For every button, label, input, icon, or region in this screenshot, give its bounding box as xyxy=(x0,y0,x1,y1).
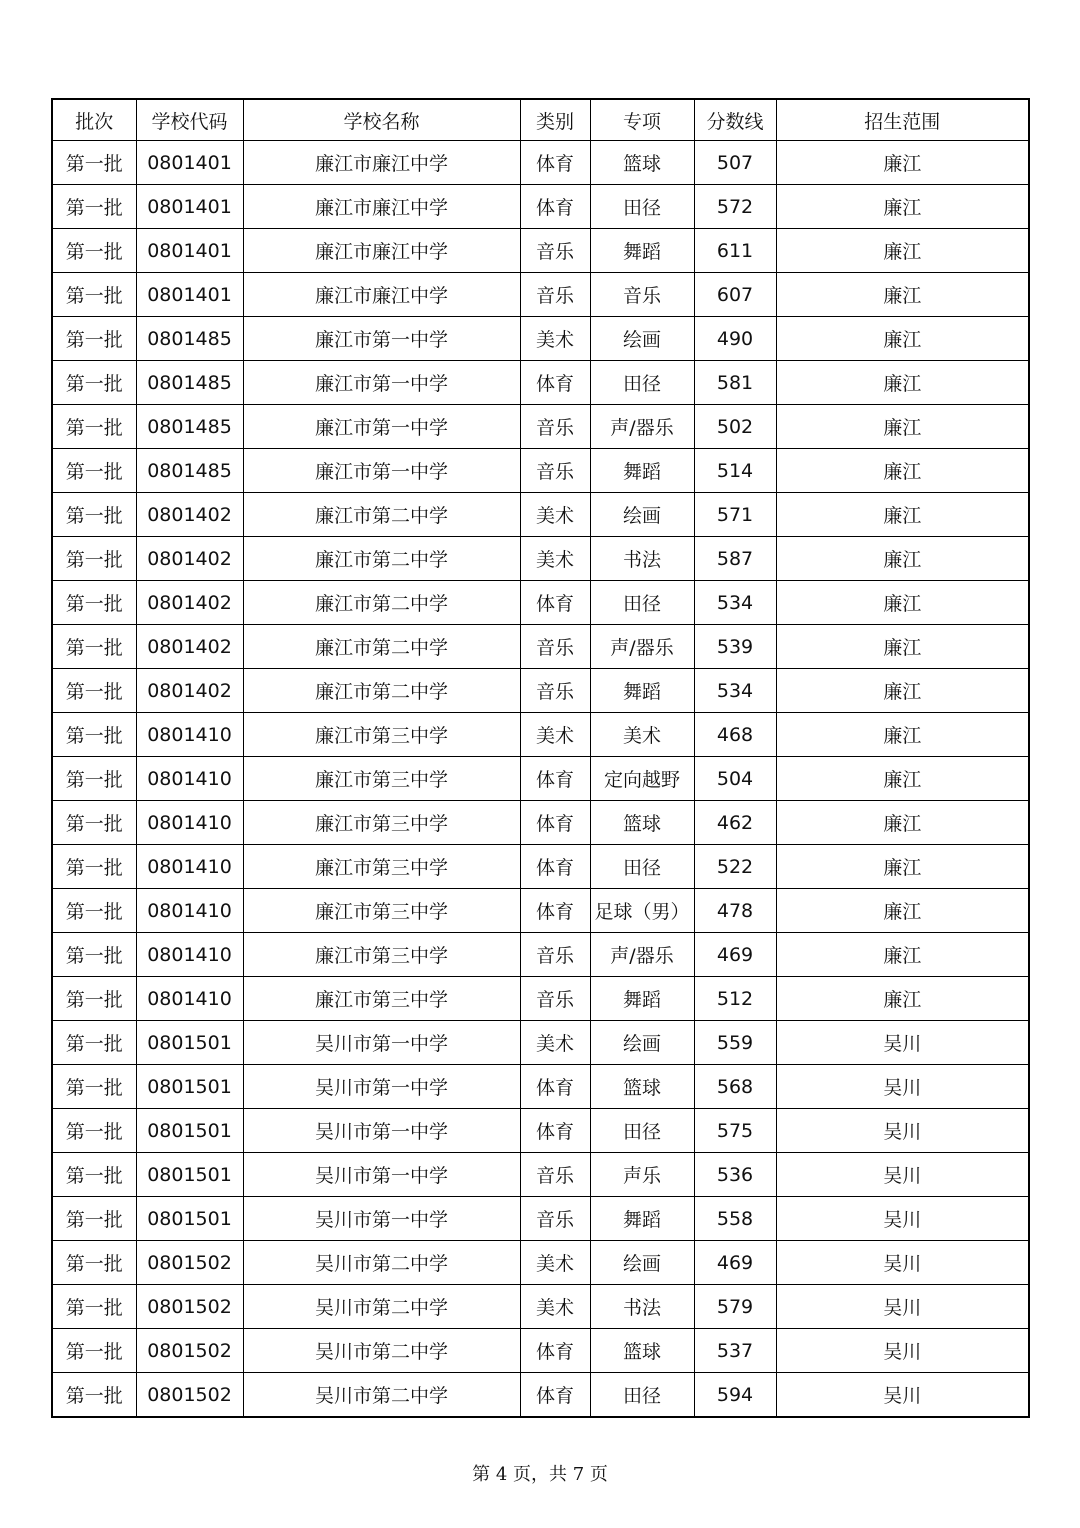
batch-cell: 第一批 xyxy=(52,1109,136,1153)
table-row xyxy=(52,1021,1029,1065)
table-row xyxy=(52,229,1029,273)
school-name-cell: 廉江市廉江中学 xyxy=(243,273,520,317)
specialty-cell: 篮球 xyxy=(590,141,694,185)
enrollment-range-cell: 吴川 xyxy=(776,1285,1029,1329)
table-row xyxy=(52,449,1029,493)
category-cell: 音乐 xyxy=(520,449,590,493)
batch-cell: 第一批 xyxy=(52,185,136,229)
specialty-cell: 舞蹈 xyxy=(590,1197,694,1241)
school-code-cell: 0801502 xyxy=(136,1329,243,1373)
category-cell: 体育 xyxy=(520,1329,590,1373)
batch-cell: 第一批 xyxy=(52,141,136,185)
specialty-cell: 绘画 xyxy=(590,1241,694,1285)
enrollment-range-cell: 吴川 xyxy=(776,1021,1029,1065)
category-cell: 音乐 xyxy=(520,933,590,977)
specialty-cell: 篮球 xyxy=(590,1329,694,1373)
batch-cell: 第一批 xyxy=(52,1197,136,1241)
school-code-cell: 0801501 xyxy=(136,1065,243,1109)
school-code-cell: 0801410 xyxy=(136,713,243,757)
enrollment-range-cell: 廉江 xyxy=(776,493,1029,537)
school-code-cell: 0801401 xyxy=(136,141,243,185)
category-cell: 体育 xyxy=(520,361,590,405)
batch-cell: 第一批 xyxy=(52,361,136,405)
school-code-cell: 0801485 xyxy=(136,405,243,449)
specialty-cell: 音乐 xyxy=(590,273,694,317)
school-code-cell: 0801401 xyxy=(136,229,243,273)
category-cell: 体育 xyxy=(520,889,590,933)
table-row xyxy=(52,933,1029,977)
score-line-cell: 534 xyxy=(694,581,776,625)
batch-cell: 第一批 xyxy=(52,1285,136,1329)
table-row xyxy=(52,845,1029,889)
enrollment-range-cell: 廉江 xyxy=(776,405,1029,449)
category-cell: 体育 xyxy=(520,845,590,889)
score-line-cell: 469 xyxy=(694,1241,776,1285)
school-code-cell: 0801402 xyxy=(136,625,243,669)
category-cell: 美术 xyxy=(520,317,590,361)
score-line-cell: 568 xyxy=(694,1065,776,1109)
enrollment-range-cell: 廉江 xyxy=(776,581,1029,625)
admission-score-table xyxy=(51,98,1030,1418)
school-code-cell: 0801502 xyxy=(136,1373,243,1418)
score-line-cell: 490 xyxy=(694,317,776,361)
enrollment-range-cell: 廉江 xyxy=(776,361,1029,405)
header-school-code: 学校代码 xyxy=(136,99,243,141)
school-name-cell: 吴川市第一中学 xyxy=(243,1153,520,1197)
score-line-cell: 594 xyxy=(694,1373,776,1418)
specialty-cell: 田径 xyxy=(590,1109,694,1153)
specialty-cell: 舞蹈 xyxy=(590,977,694,1021)
school-code-cell: 0801502 xyxy=(136,1285,243,1329)
category-cell: 音乐 xyxy=(520,625,590,669)
school-code-cell: 0801502 xyxy=(136,1241,243,1285)
batch-cell: 第一批 xyxy=(52,317,136,361)
school-code-cell: 0801402 xyxy=(136,669,243,713)
table-row xyxy=(52,1153,1029,1197)
enrollment-range-cell: 廉江 xyxy=(776,537,1029,581)
school-name-cell: 廉江市第一中学 xyxy=(243,405,520,449)
score-line-cell: 575 xyxy=(694,1109,776,1153)
specialty-cell: 田径 xyxy=(590,581,694,625)
table-row xyxy=(52,537,1029,581)
batch-cell: 第一批 xyxy=(52,977,136,1021)
school-code-cell: 0801402 xyxy=(136,493,243,537)
score-line-cell: 571 xyxy=(694,493,776,537)
score-line-cell: 539 xyxy=(694,625,776,669)
score-line-cell: 558 xyxy=(694,1197,776,1241)
header-school-name: 学校名称 xyxy=(243,99,520,141)
score-line-cell: 469 xyxy=(694,933,776,977)
table-row xyxy=(52,625,1029,669)
batch-cell: 第一批 xyxy=(52,845,136,889)
category-cell: 体育 xyxy=(520,757,590,801)
enrollment-range-cell: 廉江 xyxy=(776,229,1029,273)
school-name-cell: 廉江市第三中学 xyxy=(243,933,520,977)
table-row xyxy=(52,273,1029,317)
table-row xyxy=(52,669,1029,713)
score-line-cell: 502 xyxy=(694,405,776,449)
category-cell: 音乐 xyxy=(520,669,590,713)
school-code-cell: 0801501 xyxy=(136,1197,243,1241)
score-line-cell: 537 xyxy=(694,1329,776,1373)
enrollment-range-cell: 廉江 xyxy=(776,669,1029,713)
school-name-cell: 廉江市第二中学 xyxy=(243,537,520,581)
specialty-cell: 舞蹈 xyxy=(590,229,694,273)
batch-cell: 第一批 xyxy=(52,713,136,757)
enrollment-range-cell: 吴川 xyxy=(776,1109,1029,1153)
page-number-footer: 第 4 页，共 7 页 xyxy=(472,1464,608,1485)
batch-cell: 第一批 xyxy=(52,493,136,537)
school-name-cell: 廉江市第二中学 xyxy=(243,493,520,537)
category-cell: 体育 xyxy=(520,1109,590,1153)
table-row xyxy=(52,1109,1029,1153)
category-cell: 体育 xyxy=(520,141,590,185)
enrollment-range-cell: 廉江 xyxy=(776,185,1029,229)
table-row xyxy=(52,801,1029,845)
enrollment-range-cell: 吴川 xyxy=(776,1197,1029,1241)
table-row xyxy=(52,713,1029,757)
header-enrollment-range: 招生范围 xyxy=(776,99,1029,141)
score-line-cell: 581 xyxy=(694,361,776,405)
specialty-cell: 绘画 xyxy=(590,317,694,361)
school-name-cell: 廉江市廉江中学 xyxy=(243,141,520,185)
specialty-cell: 田径 xyxy=(590,185,694,229)
school-name-cell: 廉江市第三中学 xyxy=(243,801,520,845)
score-line-cell: 579 xyxy=(694,1285,776,1329)
score-line-cell: 468 xyxy=(694,713,776,757)
table-row xyxy=(52,977,1029,1021)
batch-cell: 第一批 xyxy=(52,625,136,669)
school-name-cell: 廉江市廉江中学 xyxy=(243,229,520,273)
category-cell: 美术 xyxy=(520,713,590,757)
header-score-line: 分数线 xyxy=(694,99,776,141)
score-line-cell: 559 xyxy=(694,1021,776,1065)
school-code-cell: 0801410 xyxy=(136,845,243,889)
score-line-cell: 512 xyxy=(694,977,776,1021)
enrollment-range-cell: 吴川 xyxy=(776,1329,1029,1373)
school-name-cell: 吴川市第一中学 xyxy=(243,1109,520,1153)
table-row xyxy=(52,317,1029,361)
school-name-cell: 廉江市第二中学 xyxy=(243,581,520,625)
specialty-cell: 绘画 xyxy=(590,1021,694,1065)
category-cell: 音乐 xyxy=(520,405,590,449)
table-row xyxy=(52,405,1029,449)
school-name-cell: 吴川市第一中学 xyxy=(243,1021,520,1065)
batch-cell: 第一批 xyxy=(52,1329,136,1373)
school-name-cell: 吴川市第一中学 xyxy=(243,1197,520,1241)
school-code-cell: 0801410 xyxy=(136,977,243,1021)
enrollment-range-cell: 廉江 xyxy=(776,889,1029,933)
header-specialty: 专项 xyxy=(590,99,694,141)
table-row xyxy=(52,493,1029,537)
specialty-cell: 舞蹈 xyxy=(590,449,694,493)
enrollment-range-cell: 吴川 xyxy=(776,1065,1029,1109)
school-code-cell: 0801410 xyxy=(136,889,243,933)
batch-cell: 第一批 xyxy=(52,449,136,493)
batch-cell: 第一批 xyxy=(52,801,136,845)
enrollment-range-cell: 廉江 xyxy=(776,273,1029,317)
category-cell: 美术 xyxy=(520,537,590,581)
batch-cell: 第一批 xyxy=(52,1021,136,1065)
school-name-cell: 廉江市第三中学 xyxy=(243,845,520,889)
school-name-cell: 吴川市第二中学 xyxy=(243,1373,520,1418)
specialty-cell: 田径 xyxy=(590,845,694,889)
school-name-cell: 廉江市第一中学 xyxy=(243,449,520,493)
school-name-cell: 廉江市第三中学 xyxy=(243,889,520,933)
enrollment-range-cell: 廉江 xyxy=(776,317,1029,361)
school-code-cell: 0801410 xyxy=(136,757,243,801)
school-code-cell: 0801501 xyxy=(136,1109,243,1153)
specialty-cell: 田径 xyxy=(590,1373,694,1418)
specialty-cell: 绘画 xyxy=(590,493,694,537)
specialty-cell: 书法 xyxy=(590,537,694,581)
category-cell: 美术 xyxy=(520,1021,590,1065)
score-line-cell: 478 xyxy=(694,889,776,933)
enrollment-range-cell: 廉江 xyxy=(776,713,1029,757)
table-row xyxy=(52,141,1029,185)
school-name-cell: 吴川市第一中学 xyxy=(243,1065,520,1109)
table-row xyxy=(52,1373,1029,1418)
specialty-cell: 声/器乐 xyxy=(590,933,694,977)
school-code-cell: 0801485 xyxy=(136,317,243,361)
enrollment-range-cell: 廉江 xyxy=(776,449,1029,493)
batch-cell: 第一批 xyxy=(52,1153,136,1197)
category-cell: 美术 xyxy=(520,493,590,537)
enrollment-range-cell: 吴川 xyxy=(776,1241,1029,1285)
table-row xyxy=(52,1285,1029,1329)
specialty-cell: 篮球 xyxy=(590,801,694,845)
specialty-cell: 定向越野 xyxy=(590,757,694,801)
score-line-cell: 462 xyxy=(694,801,776,845)
batch-cell: 第一批 xyxy=(52,229,136,273)
enrollment-range-cell: 廉江 xyxy=(776,977,1029,1021)
category-cell: 音乐 xyxy=(520,229,590,273)
enrollment-range-cell: 廉江 xyxy=(776,801,1029,845)
batch-cell: 第一批 xyxy=(52,757,136,801)
table-header-row xyxy=(52,99,1029,141)
category-cell: 美术 xyxy=(520,1285,590,1329)
enrollment-range-cell: 吴川 xyxy=(776,1153,1029,1197)
score-line-cell: 611 xyxy=(694,229,776,273)
batch-cell: 第一批 xyxy=(52,273,136,317)
score-line-cell: 572 xyxy=(694,185,776,229)
score-line-cell: 587 xyxy=(694,537,776,581)
school-name-cell: 廉江市第二中学 xyxy=(243,669,520,713)
specialty-cell: 美术 xyxy=(590,713,694,757)
score-line-cell: 522 xyxy=(694,845,776,889)
category-cell: 音乐 xyxy=(520,273,590,317)
specialty-cell: 声/器乐 xyxy=(590,405,694,449)
category-cell: 音乐 xyxy=(520,1197,590,1241)
table-row xyxy=(52,1065,1029,1109)
batch-cell: 第一批 xyxy=(52,1373,136,1418)
school-code-cell: 0801501 xyxy=(136,1021,243,1065)
school-code-cell: 0801402 xyxy=(136,537,243,581)
score-line-cell: 536 xyxy=(694,1153,776,1197)
school-code-cell: 0801501 xyxy=(136,1153,243,1197)
category-cell: 体育 xyxy=(520,185,590,229)
batch-cell: 第一批 xyxy=(52,1241,136,1285)
enrollment-range-cell: 廉江 xyxy=(776,625,1029,669)
specialty-cell: 书法 xyxy=(590,1285,694,1329)
category-cell: 体育 xyxy=(520,1065,590,1109)
batch-cell: 第一批 xyxy=(52,537,136,581)
batch-cell: 第一批 xyxy=(52,889,136,933)
batch-cell: 第一批 xyxy=(52,1065,136,1109)
score-line-cell: 534 xyxy=(694,669,776,713)
enrollment-range-cell: 廉江 xyxy=(776,933,1029,977)
school-code-cell: 0801402 xyxy=(136,581,243,625)
school-code-cell: 0801401 xyxy=(136,273,243,317)
batch-cell: 第一批 xyxy=(52,581,136,625)
school-name-cell: 廉江市廉江中学 xyxy=(243,185,520,229)
category-cell: 音乐 xyxy=(520,977,590,1021)
category-cell: 音乐 xyxy=(520,1153,590,1197)
category-cell: 体育 xyxy=(520,1373,590,1418)
table-row xyxy=(52,757,1029,801)
category-cell: 体育 xyxy=(520,581,590,625)
specialty-cell: 篮球 xyxy=(590,1065,694,1109)
score-line-cell: 507 xyxy=(694,141,776,185)
table-row xyxy=(52,185,1029,229)
category-cell: 体育 xyxy=(520,801,590,845)
school-name-cell: 廉江市第二中学 xyxy=(243,625,520,669)
score-line-cell: 504 xyxy=(694,757,776,801)
specialty-cell: 声乐 xyxy=(590,1153,694,1197)
enrollment-range-cell: 廉江 xyxy=(776,141,1029,185)
specialty-cell: 足球（男） xyxy=(590,889,694,933)
table-row xyxy=(52,889,1029,933)
specialty-cell: 声/器乐 xyxy=(590,625,694,669)
school-name-cell: 吴川市第二中学 xyxy=(243,1241,520,1285)
school-code-cell: 0801410 xyxy=(136,933,243,977)
school-name-cell: 吴川市第二中学 xyxy=(243,1329,520,1373)
category-cell: 美术 xyxy=(520,1241,590,1285)
batch-cell: 第一批 xyxy=(52,669,136,713)
school-code-cell: 0801401 xyxy=(136,185,243,229)
specialty-cell: 田径 xyxy=(590,361,694,405)
header-category: 类别 xyxy=(520,99,590,141)
enrollment-range-cell: 吴川 xyxy=(776,1373,1029,1418)
table-body xyxy=(52,141,1029,1418)
specialty-cell: 舞蹈 xyxy=(590,669,694,713)
school-code-cell: 0801485 xyxy=(136,361,243,405)
school-code-cell: 0801410 xyxy=(136,801,243,845)
enrollment-range-cell: 廉江 xyxy=(776,845,1029,889)
table-row xyxy=(52,1241,1029,1285)
school-name-cell: 廉江市第三中学 xyxy=(243,757,520,801)
table-row xyxy=(52,361,1029,405)
school-code-cell: 0801485 xyxy=(136,449,243,493)
school-name-cell: 吴川市第二中学 xyxy=(243,1285,520,1329)
school-name-cell: 廉江市第一中学 xyxy=(243,361,520,405)
batch-cell: 第一批 xyxy=(52,933,136,977)
school-name-cell: 廉江市第三中学 xyxy=(243,977,520,1021)
score-line-cell: 514 xyxy=(694,449,776,493)
enrollment-range-cell: 廉江 xyxy=(776,757,1029,801)
header-batch: 批次 xyxy=(52,99,136,141)
table-row xyxy=(52,1329,1029,1373)
school-name-cell: 廉江市第三中学 xyxy=(243,713,520,757)
table-row xyxy=(52,1197,1029,1241)
batch-cell: 第一批 xyxy=(52,405,136,449)
score-line-cell: 607 xyxy=(694,273,776,317)
school-name-cell: 廉江市第一中学 xyxy=(243,317,520,361)
table-row xyxy=(52,581,1029,625)
